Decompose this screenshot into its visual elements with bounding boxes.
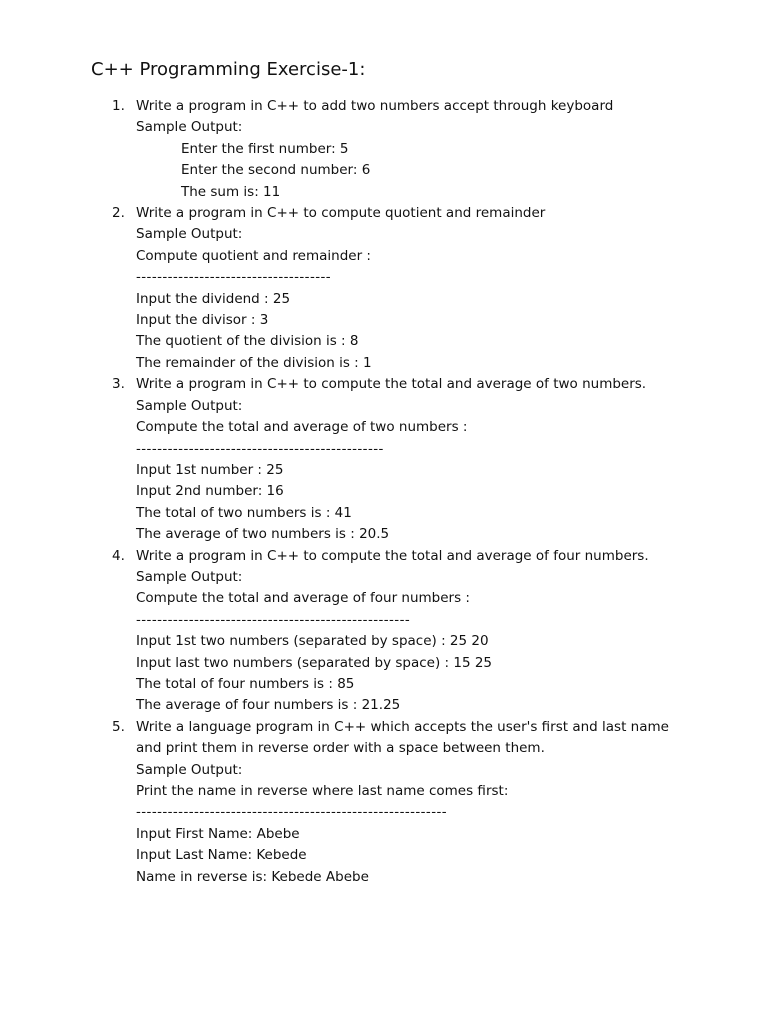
exercise-text-line: Sample Output: <box>136 226 243 243</box>
exercise-text-line: Compute the total and average of four numbers : <box>136 590 470 607</box>
exercise-number: 5. <box>112 718 125 735</box>
exercise-item <box>0 374 768 545</box>
exercise-text-line: The sum is: 11 <box>181 183 281 200</box>
exercise-text-line: Sample Output: <box>136 397 243 414</box>
exercise-text-line: Input 1st two numbers (separated by space) : 25 20 <box>136 633 489 650</box>
exercise-prompt: Write a language program in C++ which accepts the user's first and last name <box>136 718 669 735</box>
separator-line: ----------------------------------------------------------- <box>136 804 448 821</box>
exercise-number: 3. <box>112 376 125 393</box>
exercise-text-line: Input last two numbers (separated by space) : 15 25 <box>136 654 493 671</box>
exercise-text-line: Compute the total and average of two numbers : <box>136 419 468 436</box>
exercise-text-line: Enter the second number: 6 <box>181 162 371 179</box>
exercise-text-line: Input the divisor : 3 <box>136 312 269 329</box>
exercise-text-line: The total of four numbers is : 85 <box>136 675 355 692</box>
exercise-text-line: The quotient of the division is : 8 <box>136 333 359 350</box>
exercise-text-line: and print them in reverse order with a space between them. <box>136 740 545 757</box>
exercise-text-line: Input First Name: Abebe <box>136 825 300 842</box>
exercise-text-line: Sample Output: <box>136 761 243 778</box>
separator-line: ---------------------------------------------------- <box>136 611 411 628</box>
separator-line: ------------------------------------- <box>136 269 332 286</box>
exercise-number: 2. <box>112 205 125 222</box>
exercise-item <box>0 203 768 374</box>
exercise-text-line: Name in reverse is: Kebede Abebe <box>136 868 369 885</box>
exercise-item <box>0 96 768 203</box>
exercise-prompt: Write a program in C++ to add two numbers accept through keyboard <box>136 98 614 114</box>
exercise-list <box>0 96 768 888</box>
exercise-prompt: Write a program in C++ to compute quotient and remainder <box>136 205 546 222</box>
exercise-text-line: Print the name in reverse where last name comes first: <box>136 783 509 799</box>
exercise-item <box>0 717 768 888</box>
exercise-number: 1. <box>112 98 125 114</box>
exercise-text-line: Enter the first number: 5 <box>181 140 349 157</box>
exercise-item <box>0 546 768 717</box>
exercise-prompt: Write a program in C++ to compute the total and average of four numbers. <box>136 547 649 564</box>
exercise-prompt: Write a program in C++ to compute the total and average of two numbers. <box>136 376 647 393</box>
exercise-text-line: Input the dividend : 25 <box>136 290 291 307</box>
exercise-text-line: Sample Output: <box>136 568 243 585</box>
document-title: C++ Programming Exercise-1: <box>91 59 366 80</box>
exercise-text-line: Input Last Name: Kebede <box>136 847 307 864</box>
exercise-text-line: The average of four numbers is : 21.25 <box>136 697 401 714</box>
exercise-text-line: Sample Output: <box>136 119 243 136</box>
exercise-text-line: Input 2nd number: 16 <box>136 483 284 500</box>
exercise-number: 4. <box>112 547 125 564</box>
exercise-text-line: Compute quotient and remainder : <box>136 247 371 264</box>
exercise-text-line: Input 1st number : 25 <box>136 461 284 478</box>
exercise-text-line: The average of two numbers is : 20.5 <box>136 526 390 543</box>
exercise-text-line: The total of two numbers is : 41 <box>136 504 352 521</box>
separator-line: ----------------------------------------------- <box>136 440 384 457</box>
exercise-text-line: The remainder of the division is : 1 <box>136 354 372 371</box>
